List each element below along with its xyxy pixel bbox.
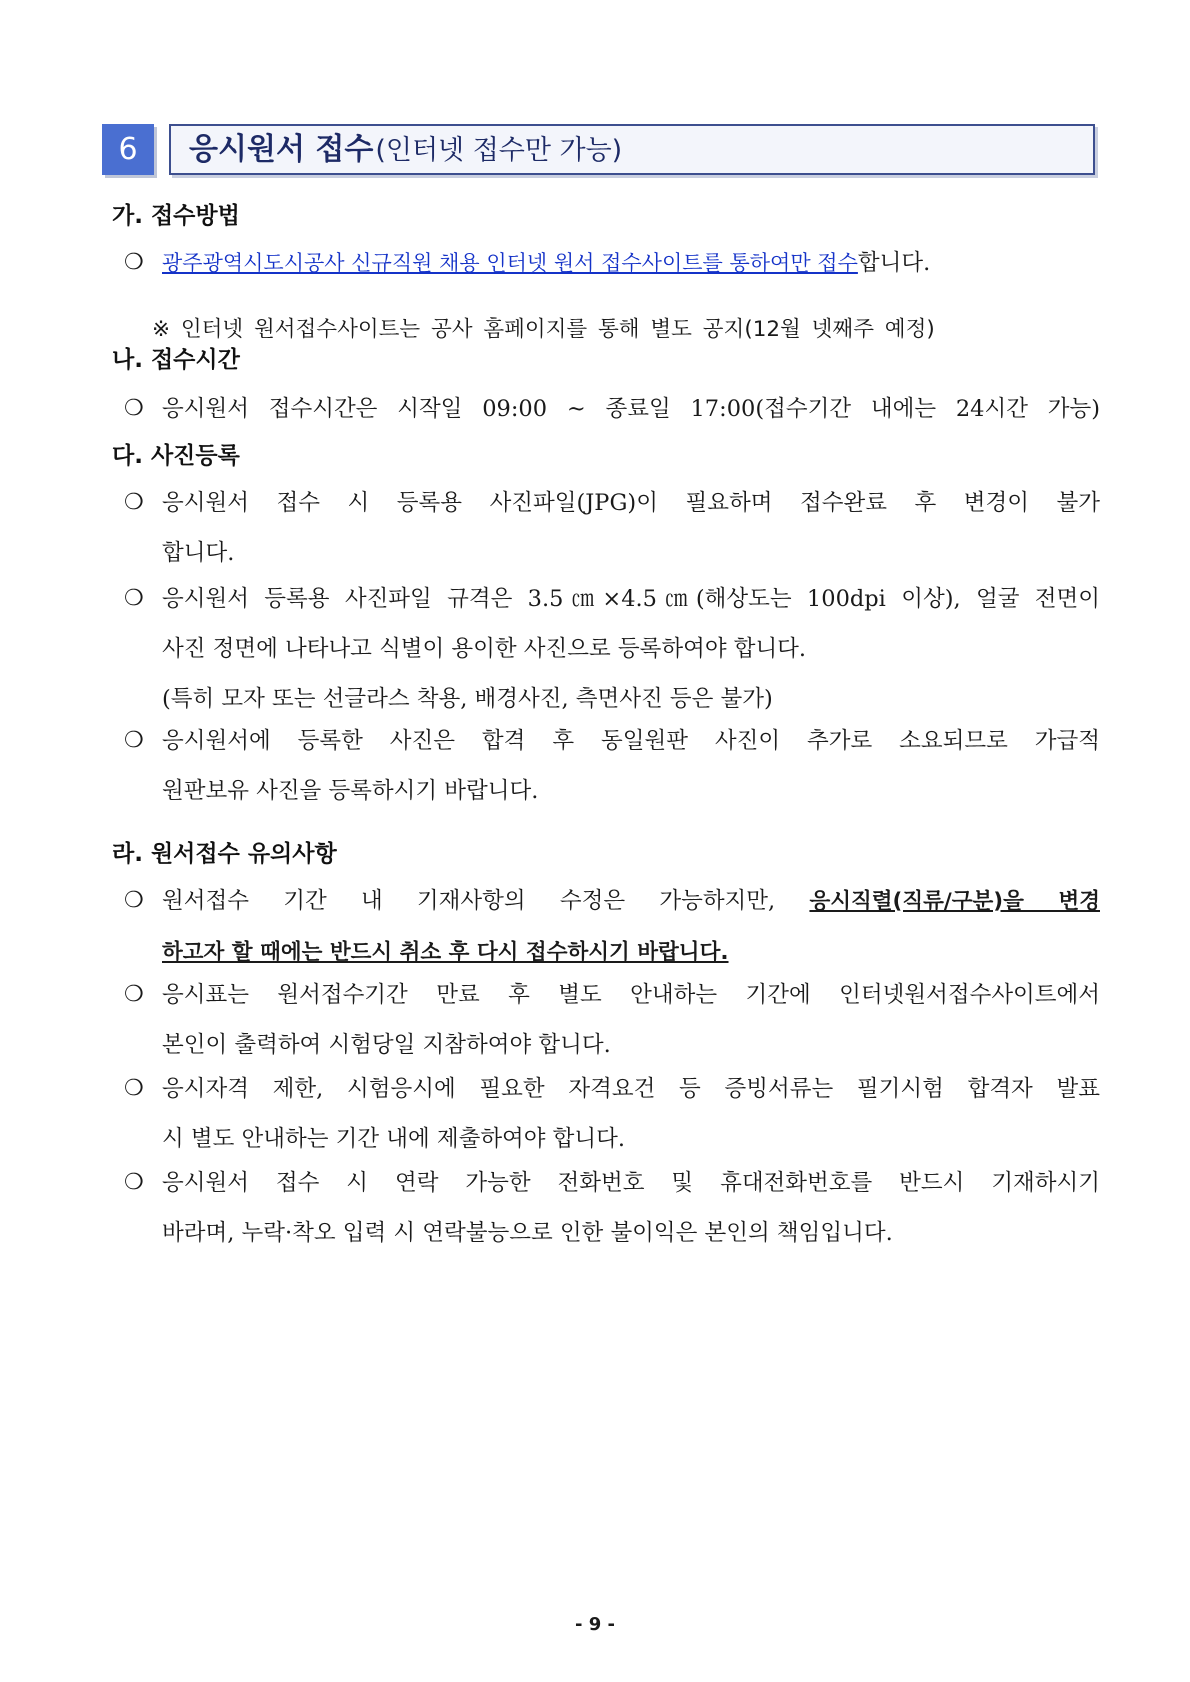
item-line: 응시표는 원서접수기간 만료 후 별도 안내하는 기간에 인터넷원서접수사이트에서 [162,982,1100,1008]
item-line: 원판보유 사진을 등록하시기 바랍니다. [162,778,539,804]
item-text [162,1158,1100,1258]
emphasis-text: 하고자 할 때에는 반드시 취소 후 다시 접수하시기 바랍니다. [162,940,729,965]
bullet-icon: ❍ [124,490,144,515]
application-site-link[interactable]: 광주광역시도시공사 신규직원 채용 인터넷 원서 접수사이트를 통하여만 접수 [162,251,858,275]
item-text [162,384,1100,434]
item-line: 응시자격 제한, 시험응시에 필요한 자격요건 등 증빙서류는 필기시험 합격자 발표 [162,1076,1100,1102]
bullet-icon: ❍ [124,396,144,421]
item-line: 바라며, 누락·착오 입력 시 연락불능으로 인한 불이익은 본인의 책임입니다. [162,1220,893,1246]
item-text-plain: 원서접수 기간 내 기재사항의 수정은 가능하지만, [162,888,810,914]
bullet-icon: ❍ [124,586,144,611]
note-text: ※ 인터넷 원서접수사이트는 공사 홈페이지를 통해 별도 공지(12월 넷째주 예정) [152,317,935,342]
section-title-main: 응시원서 접수 [189,132,374,167]
bullet-icon: ❍ [124,250,144,275]
item-line [162,876,1100,927]
item-line: 응시원서 접수시간은 시작일 09:00 ~ 종료일 17:00(접수기간 내에는 24시간 가능) [162,396,1100,422]
item-text [162,876,1100,978]
section-title [189,126,622,177]
item-text [162,970,1100,1070]
heading-application-method: 가. 접수방법 [112,203,240,229]
item-line: 응시원서 등록용 사진파일 규격은 3.5㎝×4.5㎝(해상도는 100dpi 이상), 얼굴 전면이 [162,586,1100,612]
item-text [162,478,1100,578]
bullet-icon: ❍ [124,982,144,1007]
item-line: 응시원서 접수 시 연락 가능한 전화번호 및 휴대전화번호를 반드시 기재하시기 [162,1170,1100,1196]
emphasis-text: 응시직렬(직류/구분)을 변경 [809,889,1100,914]
page-number: - 9 - [575,1614,615,1635]
item-text [162,1064,1100,1164]
item-line: 응시원서 접수 시 등록용 사진파일(JPG)이 필요하며 접수완료 후 변경이 불가 [162,490,1100,516]
heading-application-time: 나. 접수시간 [112,347,240,373]
item-line: 사진 정면에 나타나고 식별이 용이한 사진으로 등록하여야 합니다. [162,636,807,662]
item-line: 본인이 출력하여 시험당일 지참하여야 합니다. [162,1032,611,1058]
bullet-icon: ❍ [124,888,144,913]
item-text-tail: 합니다. [857,250,931,276]
bullet-icon: ❍ [124,1076,144,1101]
bullet-icon: ❍ [124,728,144,753]
item-line: (특히 모자 또는 선글라스 착용, 배경사진, 측면사진 등은 불가) [162,686,773,712]
heading-photo-registration: 다. 사진등록 [112,443,240,469]
section-header [102,124,1096,175]
section-title-box [169,124,1095,175]
section-number-badge: 6 [102,124,154,175]
item-text [162,716,1100,816]
item-line: 시 별도 안내하는 기간 내에 제출하여야 합니다. [162,1126,626,1152]
item-line: 응시원서에 등록한 사진은 합격 후 동일원판 사진이 추가로 소요되므로 가급적 [162,728,1100,754]
item-text [162,238,1100,288]
item-line: 합니다. [162,540,235,566]
bullet-icon: ❍ [124,1170,144,1195]
section-title-sub: (인터넷 접수만 가능) [375,135,623,166]
item-text [162,574,1100,724]
heading-application-notes: 라. 원서접수 유의사항 [112,841,337,867]
